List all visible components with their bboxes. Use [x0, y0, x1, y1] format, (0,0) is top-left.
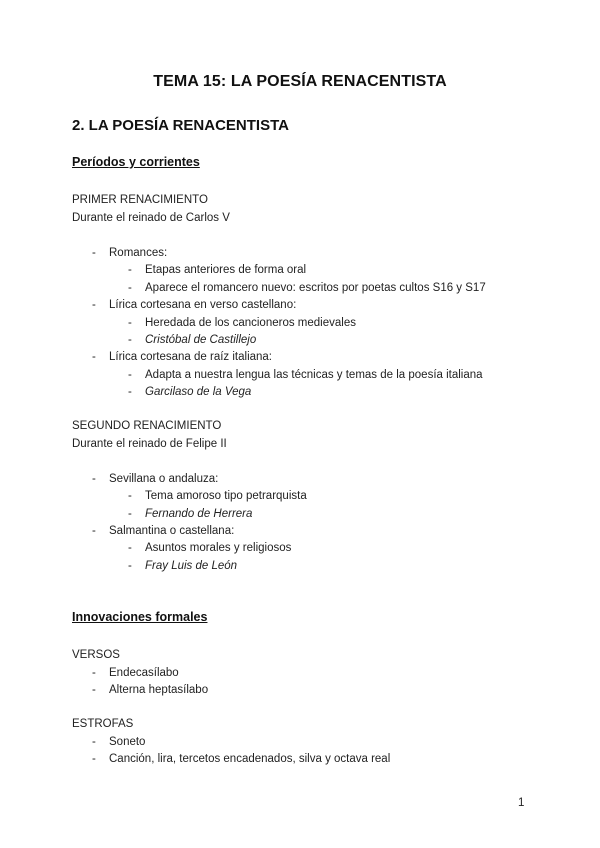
list-dash: - — [128, 264, 132, 276]
list-item: Sevillana o andaluza: — [109, 473, 219, 485]
sub-list-item: Asuntos morales y religiosos — [145, 542, 292, 554]
list-dash: - — [128, 334, 132, 346]
list-dash: - — [92, 736, 96, 748]
list-dash: - — [92, 684, 96, 696]
author-name: Garcilaso de la Vega — [145, 386, 252, 398]
innovaciones-heading: Innovaciones formales — [72, 610, 208, 624]
list-dash: - — [128, 386, 132, 398]
list-dash: - — [128, 369, 132, 381]
primer-renacimiento-label: PRIMER RENACIMIENTO — [72, 194, 208, 206]
sub-list-item: Tema amoroso tipo petrarquista — [145, 490, 307, 502]
list-dash: - — [92, 525, 96, 537]
segundo-renacimiento-subtitle: Durante el reinado de Felipe II — [72, 438, 227, 450]
list-item: Soneto — [109, 736, 146, 748]
estrofas-label: ESTROFAS — [72, 718, 134, 730]
list-item: Endecasílabo — [109, 667, 179, 679]
list-item: Romances: — [109, 247, 168, 259]
author-name: Cristóbal de Castillejo — [145, 334, 257, 346]
list-dash: - — [92, 351, 96, 363]
list-item: Alterna heptasílabo — [109, 684, 209, 696]
segundo-renacimiento-label: SEGUNDO RENACIMIENTO — [72, 420, 222, 432]
list-item: Canción, lira, tercetos encadenados, silva y octava real — [109, 753, 391, 765]
author-name: Fray Luis de León — [145, 560, 238, 572]
list-dash: - — [92, 753, 96, 765]
list-dash: - — [128, 542, 132, 554]
versos-label: VERSOS — [72, 649, 120, 661]
list-dash: - — [128, 490, 132, 502]
list-dash: - — [92, 667, 96, 679]
list-dash: - — [128, 317, 132, 329]
periodos-heading: Períodos y corrientes — [72, 155, 200, 169]
list-item: Lírica cortesana en verso castellano: — [109, 299, 297, 311]
page-title: TEMA 15: LA POESÍA RENACENTISTA — [153, 73, 447, 90]
list-item: Salmantina o castellana: — [109, 525, 235, 537]
author-name: Fernando de Herrera — [145, 508, 253, 520]
list-item: Lírica cortesana de raíz italiana: — [109, 351, 273, 363]
list-dash: - — [128, 282, 132, 294]
primer-renacimiento-subtitle: Durante el reinado de Carlos V — [72, 212, 230, 224]
list-dash: - — [128, 560, 132, 572]
sub-list-item: Heredada de los cancioneros medievales — [145, 317, 356, 329]
list-dash: - — [92, 247, 96, 259]
sub-list-item: Adapta a nuestra lengua las técnicas y temas de la poesía italiana — [145, 369, 483, 381]
list-dash: - — [128, 508, 132, 520]
section-heading: 2. LA POESÍA RENACENTISTA — [72, 117, 289, 134]
sub-list-item: Aparece el romancero nuevo: escritos por poetas cultos S16 y S17 — [145, 282, 486, 294]
list-dash: - — [92, 299, 96, 311]
page-number: 1 — [518, 797, 525, 809]
sub-list-item: Etapas anteriores de forma oral — [145, 264, 307, 276]
list-dash: - — [92, 473, 96, 485]
